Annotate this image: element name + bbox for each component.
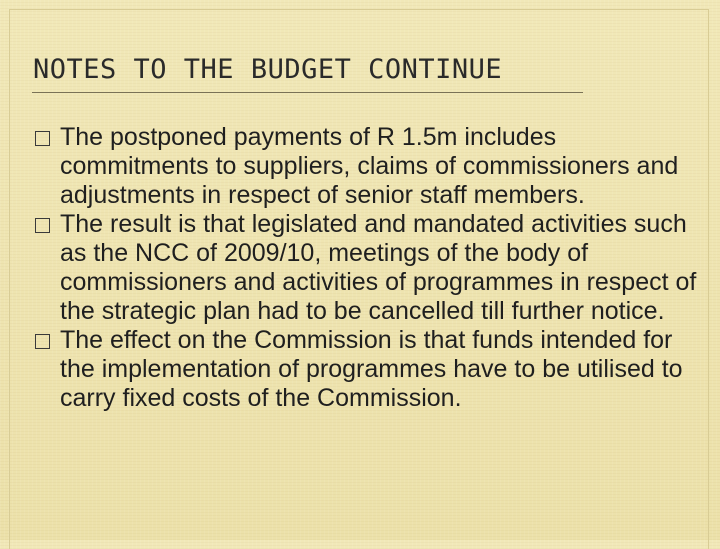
bullet-item <box>33 326 703 413</box>
title-underline <box>32 92 583 93</box>
bullet-list <box>33 123 703 413</box>
slide-title: NOTES TO THE BUDGET CONTINUE <box>33 54 503 85</box>
empty-box-icon <box>35 218 50 233</box>
bullet-item <box>33 123 703 210</box>
bullet-text: The postponed payments of R 1.5m includes commitments to suppliers, claims of commissioners and adjustments in respect of senior staff members. <box>60 123 679 209</box>
bullet-text: The result is that legislated and mandated activities such as the NCC of 2009/10, meetings of the body of commissioners and activities of programmes in respect of the strategic plan had to be cancelled till further notice. <box>60 210 697 325</box>
empty-box-icon <box>35 334 50 349</box>
bullet-item <box>33 210 703 326</box>
empty-box-icon <box>35 131 50 146</box>
bullet-text: The effect on the Commission is that funds intended for the implementation of programmes have to be utilised to carry fixed costs of the Commission. <box>60 326 683 412</box>
